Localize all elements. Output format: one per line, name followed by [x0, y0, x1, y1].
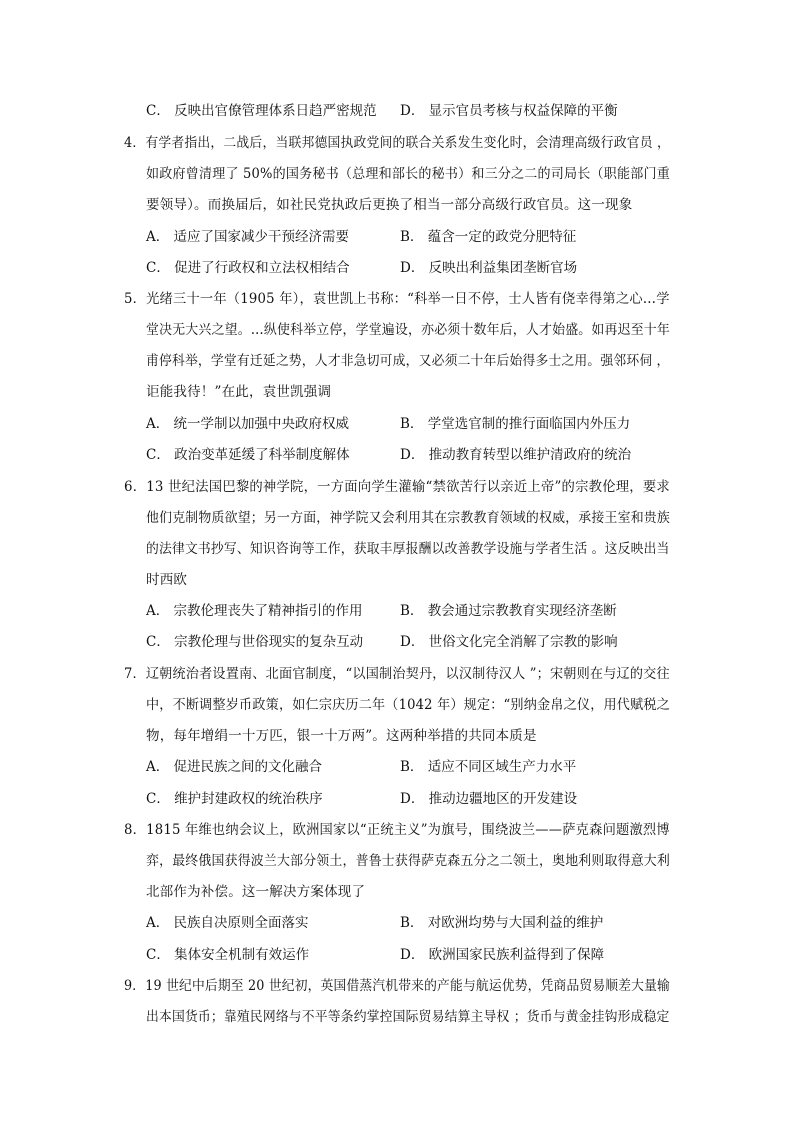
q4-option-d: D． 反映出利益集团垄断官场: [400, 260, 578, 276]
q5-stem-line-4: 讵能我待！”在此，袁世凯强调: [146, 384, 332, 400]
q5-option-c: C． 政治变革延缓了科举制度解体: [146, 447, 350, 463]
q6-option-b: B． 教会通过宗教教育实现经济垄断: [400, 603, 617, 619]
q8-option-c: C． 集体安全机制有效运作: [146, 947, 310, 963]
q4-stem-line-3: 要领导）。而换届后，如社民党执政后更换了相当一部分高级行政官员。这一现象: [146, 197, 633, 213]
q3-option-d: D． 显示官员考核与权益保障的平衡: [400, 103, 618, 119]
q4-option-a: A． 适应了国家减少干预经济需要: [146, 229, 350, 245]
q5-stem-line-3: 甫停科举，学堂有迁延之势，人才非急切可成，又必须二十年后始得多士之用。强邻环伺 ，: [146, 353, 670, 369]
q6-stem-line-2: 他们克制物质欲望；另一方面，神学院又会利用其在宗教教育领域的权威，承接王室和贵族: [146, 510, 670, 526]
q6-option-d: D． 世俗文化完全消解了宗教的影响: [400, 634, 618, 650]
q8-stem-line-2: 弈，最终俄国获得波兰大部分领土，普鲁士获得萨克森五分之二领土，奥地利则取得意大利: [146, 853, 670, 869]
q6-option-a: A． 宗教伦理丧失了精神指引的作用: [146, 603, 363, 619]
q7-option-a: A． 促进民族之间的文化融合: [146, 759, 323, 775]
q7-stem-line-2: 中，不断调整岁币政策，如仁宗庆历二年（1042 年）规定：“别纳金帛之仪，用代赋税之: [146, 697, 670, 713]
q6-stem-line-4: 时西欧: [146, 572, 188, 588]
q7-option-b: B． 适应不同区域生产力水平: [400, 759, 577, 775]
q7-option-c: C． 维护封建政权的统治秩序: [146, 791, 323, 807]
q4-stem-line-1: 4．有学者指出，二战后，当联邦德国执政党间的联合关系发生变化时，会清理高级行政官员 ，: [124, 135, 671, 151]
q8-option-d: D． 欧洲国家民族利益得到了保障: [400, 947, 605, 963]
q5-option-a: A． 统一学制以加强中央政府权威: [146, 416, 350, 432]
q3-option-c: C． 反映出官僚管理体系日趋严密规范: [146, 103, 377, 119]
q5-stem-line-1: 5．光绪三十一年（1905 年），袁世凯上书称：“科举一日不停，士人皆有侥幸得第之心…学: [124, 291, 670, 307]
q5-option-b: B． 学堂选官制的推行面临国内外压力: [400, 416, 631, 432]
q5-stem-line-2: 堂决无大兴之望。…纵使科举立停，学堂遍设，亦必须十数年后，人才始盛。如再迟至十年: [146, 322, 670, 338]
q7-stem-line-1: 7．辽朝统治者设置南、北面官制度，“以国制治契丹，以汉制待汉人 ”；宋朝则在与辽的交往: [124, 666, 670, 682]
q8-stem-line-1: 8．1815 年维也纳会议上，欧洲国家以“正统主义”为旗号，围绕波兰——萨克森问题激烈博: [124, 822, 670, 838]
q9-stem-line-1: 9．19 世纪中后期至 20 世纪初，英国借蒸汽机带来的产能与航运优势，凭商品贸易顺差大量输: [124, 978, 671, 994]
q7-stem-line-3: 物，每年增绢一十万匹，银一十万两”。这两种举措的共同本质是: [146, 728, 537, 744]
q4-stem-line-2: 如政府曾清理了 50%的国务秘书（总理和部长的秘书）和三分之二的司局长（职能部门重: [146, 166, 671, 182]
q6-stem-line-1: 6．13 世纪法国巴黎的神学院，一方面向学生灌输“禁欲苦行以亲近上帝”的宗教伦理，要求: [124, 479, 670, 495]
q9-stem-line-2: 出本国货币；靠殖民网络与不平等条约掌控国际贸易结算主导权 ；货币与黄金挂钩形成稳定: [146, 1009, 670, 1025]
q4-option-b: B． 蕴含一定的政党分肥特征: [400, 229, 577, 245]
q4-option-c: C． 促进了行政权和立法权相结合: [146, 260, 350, 276]
q8-stem-line-3: 北部作为补偿。这一解决方案体现了: [146, 884, 366, 900]
q5-option-d: D． 推动教育转型以维护清政府的统治: [400, 447, 632, 463]
q8-option-b: B． 对欧洲均势与大国利益的维护: [400, 915, 604, 931]
q6-option-c: C． 宗教伦理与世俗现实的复杂互动: [146, 634, 364, 650]
q8-option-a: A． 民族自决原则全面落实: [146, 915, 309, 931]
q7-option-d: D． 推动边疆地区的开发建设: [400, 791, 578, 807]
q6-stem-line-3: 的法律文书抄写、知识咨询等工作，获取丰厚报酬以改善教学设施与学者生活 。这反映出当: [146, 541, 670, 557]
